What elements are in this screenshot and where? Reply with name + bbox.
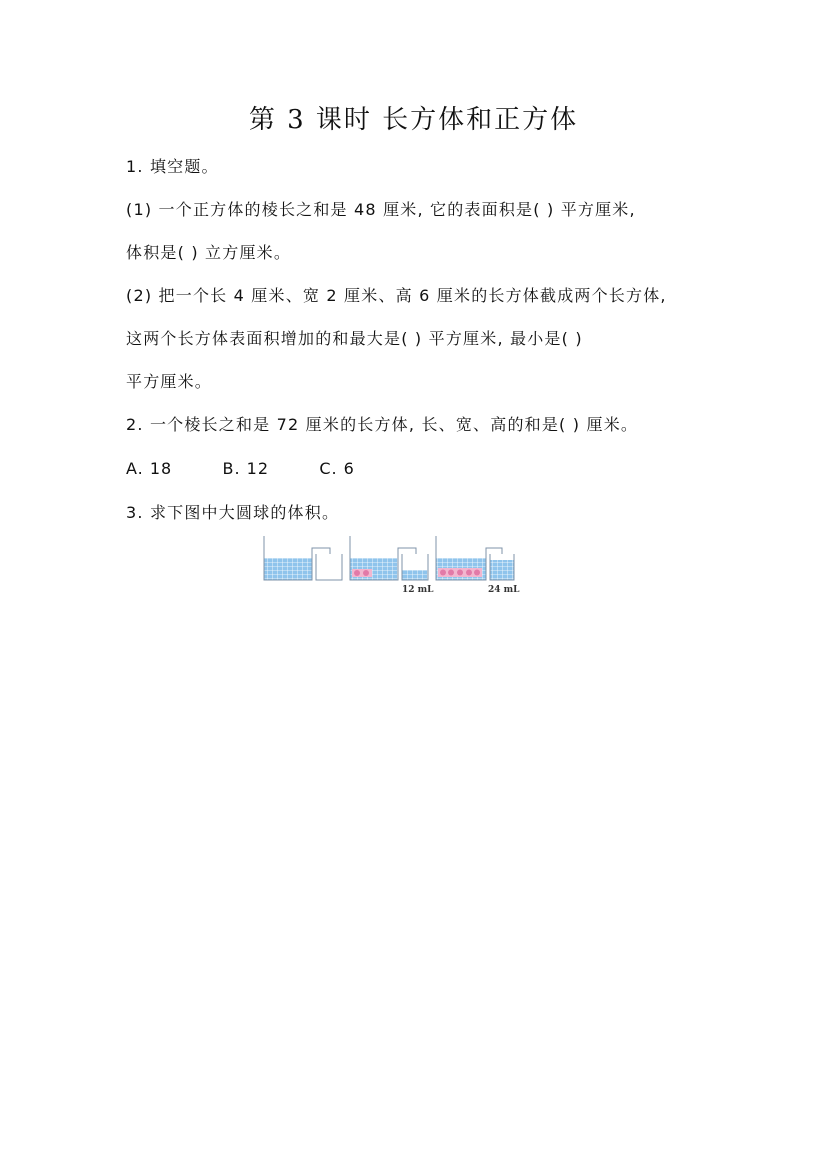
small-ball xyxy=(457,570,463,576)
q3-stem: 3. 求下图中大圆球的体积。 xyxy=(126,503,340,522)
q1-part1-line2: 体积是( ) 立方厘米。 xyxy=(126,243,292,262)
q2-options xyxy=(126,458,399,480)
empty-cup xyxy=(316,554,342,580)
option-a: A. 18 xyxy=(126,459,173,478)
spout-icon xyxy=(312,548,330,558)
small-ball xyxy=(448,570,454,576)
small-ball xyxy=(363,570,369,576)
small-ball xyxy=(440,570,446,576)
overflow-water xyxy=(402,570,428,580)
q1-part2-line1: (2) 把一个长 4 厘米、宽 2 厘米、高 6 厘米的长方体截成两个长方体, xyxy=(126,286,667,305)
overflow-label-24: 24 mL xyxy=(488,585,520,595)
scene-big-ball xyxy=(436,536,520,595)
option-c: C. 6 xyxy=(319,459,355,478)
q1-heading: 1. 填空题。 xyxy=(126,157,219,176)
overflow-experiment-figure xyxy=(262,534,526,600)
spout-icon xyxy=(398,548,416,558)
scene-small-balls xyxy=(350,536,434,595)
q2-stem: 2. 一个棱长之和是 72 厘米的长方体, 长、宽、高的和是( ) 厘米。 xyxy=(126,415,639,434)
q1-part2-line2: 这两个长方体表面积增加的和最大是( ) 平方厘米, 最小是( ) xyxy=(126,329,583,348)
scene-full-container xyxy=(264,536,342,580)
overflow-label-12: 12 mL xyxy=(402,585,434,595)
small-ball xyxy=(474,570,480,576)
spout-icon xyxy=(486,548,502,558)
q1-part1-line1: (1) 一个正方体的棱长之和是 48 厘米, 它的表面积是( ) 平方厘米, xyxy=(126,200,636,219)
page-title: 第 3 课时 长方体和正方体 xyxy=(248,105,579,135)
option-b: B. 12 xyxy=(222,459,270,478)
water-fill xyxy=(264,558,312,580)
small-ball xyxy=(354,570,360,576)
small-ball xyxy=(466,570,472,576)
overflow-water xyxy=(490,560,514,580)
q1-part2-line3: 平方厘米。 xyxy=(126,372,213,391)
